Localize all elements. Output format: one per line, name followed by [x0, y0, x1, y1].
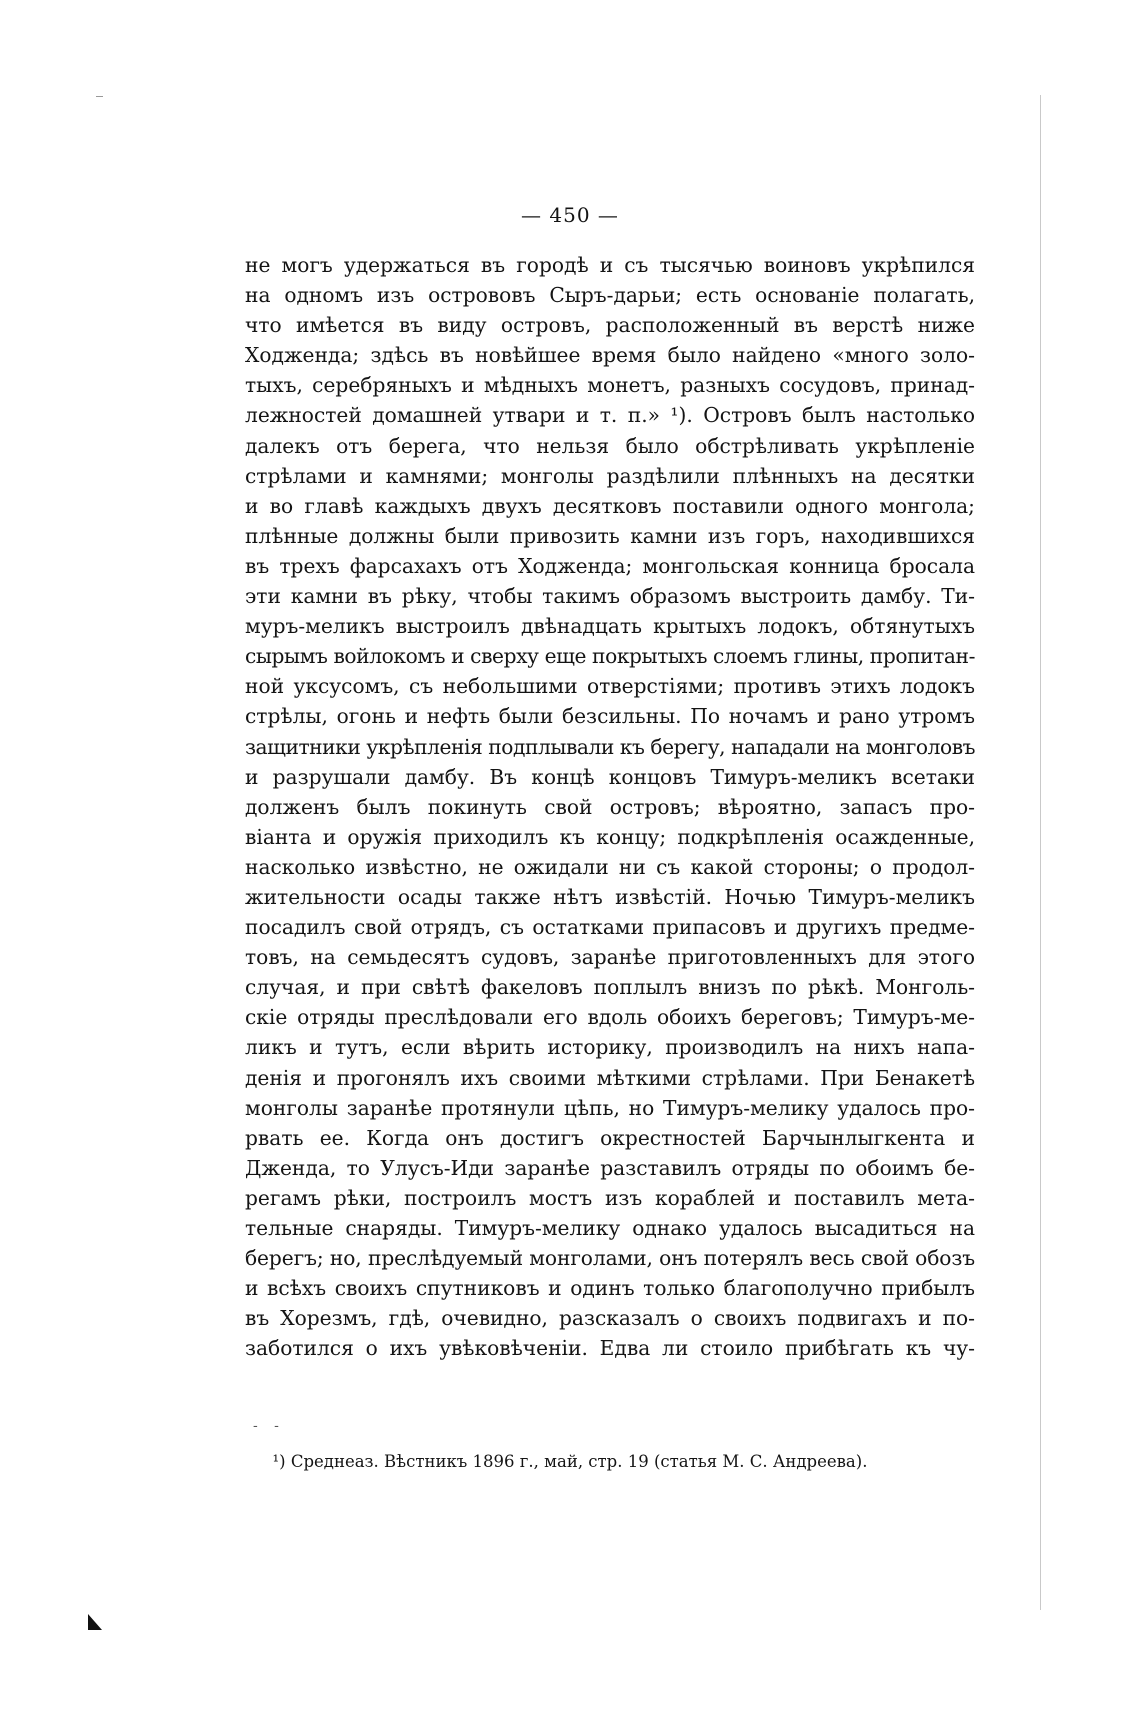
text-line: долженъ былъ покинуть свой островъ; вѣроятно, запасъ про-: [245, 794, 975, 819]
text-line: муръ-меликъ выстроилъ двѣнадцать крытыхъ лодокъ, обтянутыхъ: [245, 614, 975, 639]
text-line: не могъ удержаться въ городѣ и съ тысячью воиновъ укрѣпился: [245, 253, 975, 277]
text-line: Дженда, то Улусъ-Иди заранѣе разставилъ отряды по обоимъ бе-: [245, 1155, 975, 1180]
text-line: рвать ее. Когда онъ достигъ окрестностей Барчынлыгкента и: [245, 1125, 975, 1150]
text-line: тыхъ, серебряныхъ и мѣдныхъ монетъ, разныхъ сосудовъ, принад-: [245, 373, 975, 398]
text-line: ной уксусомъ, съ небольшими отверстіями; противъ этихъ лодокъ: [245, 674, 975, 699]
text-line: защитники укрѣпленія подплывали къ берегу, нападали на монголовъ: [245, 734, 975, 759]
body-text: [245, 250, 975, 1363]
margin-mark: [96, 96, 103, 97]
corner-marker-icon: [88, 1614, 102, 1630]
text-line: посадилъ свой отрядъ, съ остатками припасовъ и другихъ предме-: [245, 915, 975, 940]
text-line: далекъ отъ берега, что нельзя было обстрѣливать укрѣпленіе: [245, 433, 975, 458]
text-line: тельные снаряды. Тимуръ-мелику однако удалось высадиться на: [245, 1216, 975, 1240]
text-line: скіе отряды преслѣдовали его вдоль обоихъ береговъ; Тимуръ-ме-: [245, 1005, 975, 1030]
text-line: случая, и при свѣтѣ факеловъ поплылъ внизъ по рѣкѣ. Монголь-: [245, 975, 975, 1000]
footnote: ¹) Среднеаз. Вѣстникъ 1896 г., май, стр. 19 (статья М. С. Андреева).: [272, 1452, 868, 1471]
text-line: ликъ и тутъ, если вѣрить историку, производилъ на нихъ напа-: [245, 1035, 975, 1060]
text-line: и во главѣ каждыхъ двухъ десятковъ поставили одного монгола;: [245, 493, 975, 518]
text-line: товъ, на семьдесятъ судовъ, заранѣе приготовленныхъ для этого: [245, 945, 975, 970]
text-line: эти камни въ рѣку, чтобы такимъ образомъ выстроить дамбу. Ти-: [245, 584, 975, 609]
page-number-header: — 450 —: [521, 203, 619, 227]
text-line: берегъ; но, преслѣдуемый монголами, онъ потерялъ весь свой обозъ: [245, 1246, 975, 1271]
text-line: віанта и оружія приходилъ къ концу; подкрѣпленія осажденные,: [245, 824, 975, 849]
text-line: и разрушали дамбу. Въ концѣ концовъ Тимуръ-меликъ всетаки: [245, 764, 975, 789]
binding-edge-line: [1040, 95, 1041, 1610]
text-line: денія и прогонялъ ихъ своими мѣткими стрѣлами. При Бенакетѣ: [245, 1065, 975, 1090]
footnote-separator: - -: [253, 1418, 285, 1434]
text-line: что имѣется въ виду островъ, расположенный въ верстѣ ниже: [245, 313, 975, 338]
text-line: въ Хорезмъ, гдѣ, очевидно, разсказалъ о своихъ подвигахъ и по-: [245, 1306, 975, 1331]
text-line: лежностей домашней утвари и т. п.» ¹). Островъ былъ настолько: [245, 403, 975, 428]
text-line: насколько извѣстно, не ожидали ни съ какой стороны; о продол-: [245, 854, 975, 879]
text-line: монголы заранѣе протянули цѣпь, но Тимуръ-мелику удалось про-: [245, 1095, 975, 1120]
text-line: стрѣлы, огонь и нефть были безсильны. По ночамъ и рано утромъ: [245, 704, 975, 729]
text-line: сырымъ войлокомъ и сверху еще покрытыхъ слоемъ глины, пропитан-: [245, 644, 975, 669]
text-line: въ трехъ фарсахахъ отъ Ходженда; монгольская конница бросала: [245, 553, 975, 578]
text-line: стрѣлами и камнями; монголы раздѣлили плѣнныхъ на десятки: [245, 463, 975, 488]
text-line: Ходженда; здѣсь въ новѣйшее время было найдено «много золо-: [245, 343, 975, 368]
text-line: заботился о ихъ увѣковѣченіи. Едва ли стоило прибѣгать къ чу-: [245, 1336, 975, 1361]
text-line: жительности осады также нѣтъ извѣстій. Ночью Тимуръ-меликъ: [245, 884, 975, 909]
text-line: регамъ рѣки, построилъ мостъ изъ кораблей и поставилъ мета-: [245, 1185, 975, 1210]
text-line: и всѣхъ своихъ спутниковъ и одинъ только благополучно прибылъ: [245, 1276, 975, 1301]
text-line: плѣнные должны были привозить камни изъ горъ, находившихся: [245, 523, 975, 548]
text-line: на одномъ изъ острововъ Сыръ-дарьи; есть основаніе полагать,: [245, 283, 975, 308]
